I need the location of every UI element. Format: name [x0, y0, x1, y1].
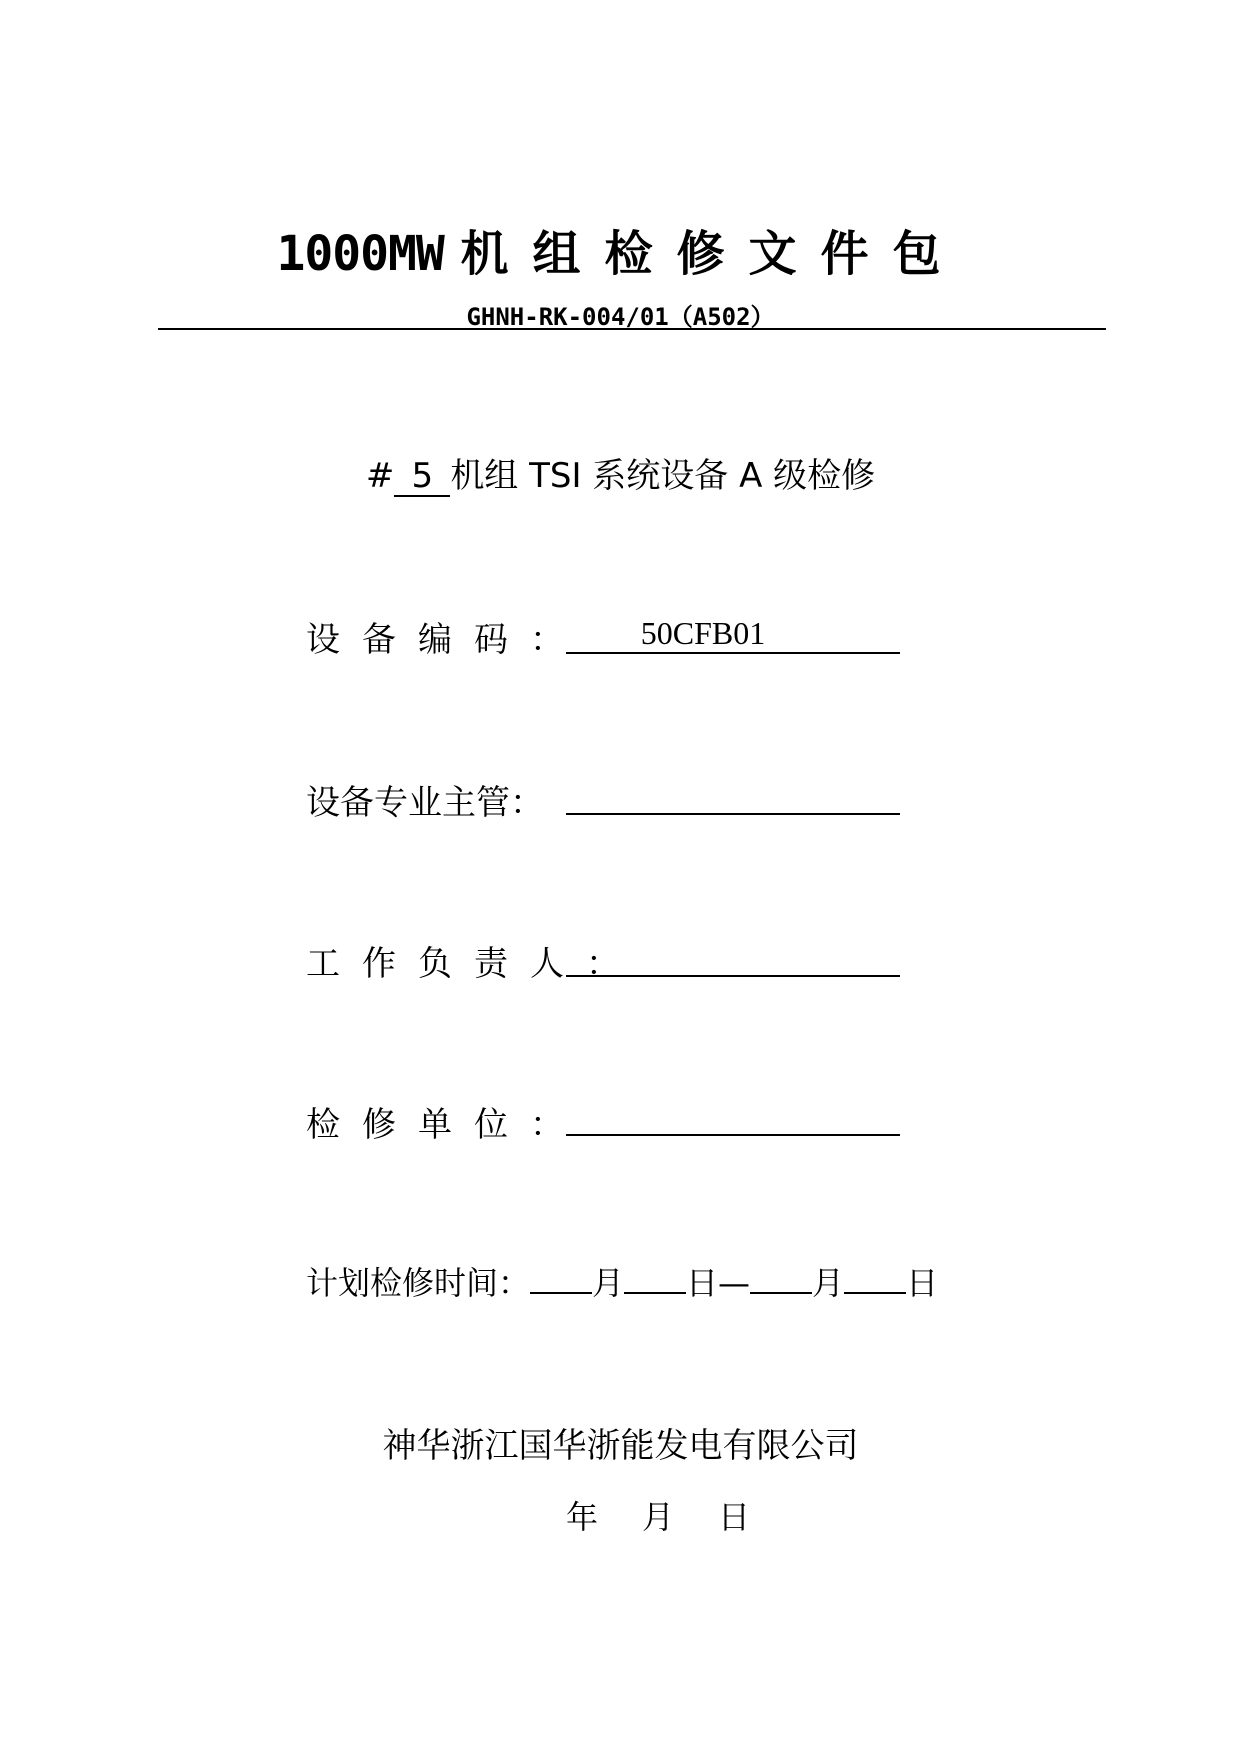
footer-date [566, 1492, 794, 1538]
start-day-text: 日— [686, 1264, 751, 1302]
document-subtitle [0, 448, 1241, 497]
end-month-blank [750, 1266, 812, 1294]
subtitle-text: 机组 TSI 系统设备 A 级检修 [450, 456, 876, 496]
planned-time-row [306, 1258, 938, 1304]
equipment-code-label: 设备编码： [306, 620, 586, 660]
end-month-text: 月 [812, 1264, 845, 1302]
date-month: 月 [642, 1498, 675, 1536]
maintenance-unit-line [566, 1134, 900, 1136]
title-text: 机组检修文件包 [460, 226, 965, 282]
supervisor-label: 设备专业主管： [306, 783, 544, 823]
start-month-text: 月 [592, 1264, 625, 1302]
start-month-blank [530, 1266, 592, 1294]
equipment-code-line [566, 652, 900, 654]
header-divider [158, 328, 1106, 330]
document-title [0, 215, 1241, 284]
responsible-label: 工作负责人： [306, 944, 642, 984]
responsible-line [566, 975, 900, 977]
date-day: 日 [718, 1498, 751, 1536]
title-capacity: 1000MW [276, 226, 444, 282]
company-name: 神华浙江国华浙能发电有限公司 [382, 1426, 859, 1466]
supervisor-line [566, 813, 900, 815]
subtitle-prefix: # [365, 456, 395, 496]
planned-time-label: 计划检修时间： [306, 1264, 531, 1302]
unit-number: 5 [394, 459, 450, 497]
date-year: 年 [566, 1498, 599, 1536]
maintenance-unit-label: 检修单位： [306, 1105, 586, 1145]
end-day-blank [844, 1266, 906, 1294]
document-code: GHNH-RK-004/01（A502） [466, 303, 775, 331]
end-day-text: 日 [906, 1264, 939, 1302]
start-day-blank [624, 1266, 686, 1294]
equipment-code-value: 50CFB01 [640, 615, 766, 651]
